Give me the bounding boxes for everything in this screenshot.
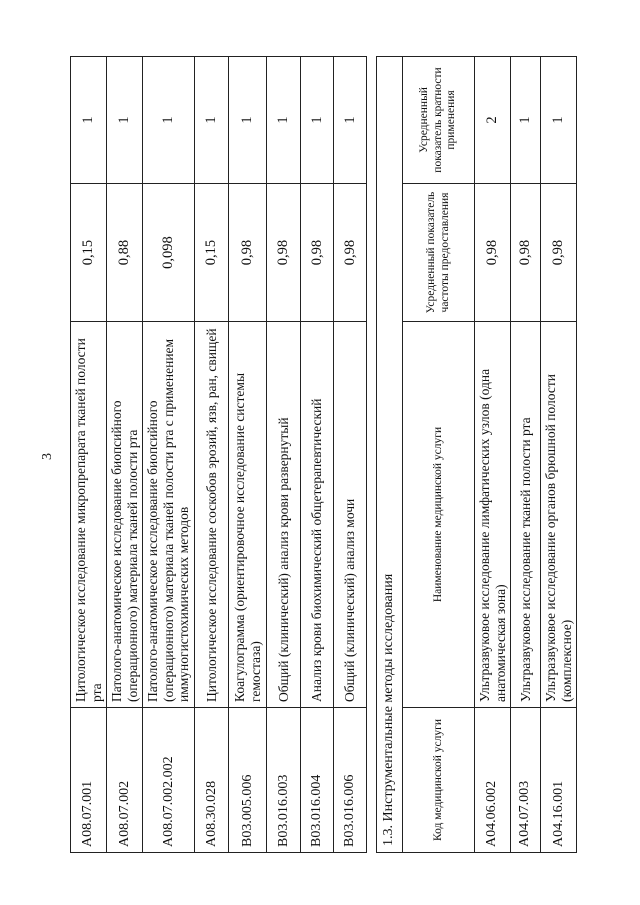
frequency-value: 0,98 [334,184,367,322]
header-frequency: Усредненный показатель частоты предоставления [403,184,475,322]
frequency-value: 0,88 [107,184,143,322]
section-title-row [377,56,403,852]
table-row [107,57,143,853]
service-name: Общий (клинический) анализ мочи [334,322,367,708]
service-name: Патолого-анатомическое исследование биопсийного (операционного) материала тканей полости рта с применением иммуногистохимических методов [143,322,195,708]
table-row [301,57,334,853]
frequency-value: 0,98 [301,184,334,322]
table-row [541,56,577,852]
service-code: B03.016.006 [334,708,367,853]
table-row [143,57,195,853]
header-multiplicity: Усредненный показатель кратности применения [403,56,475,183]
frequency-value: 0,15 [71,184,107,322]
header-name: Наименование медицинской услуги [403,322,475,708]
section-title: 1.3. Инструментальные методы исследования [377,56,403,852]
service-code: A04.07.003 [511,708,541,853]
lab-tests-table [70,56,367,853]
service-name: Общий (клинический) анализ крови развернутый [267,322,301,708]
table-row [267,57,301,853]
multiplicity-value: 1 [107,57,143,184]
multiplicity-value: 1 [301,57,334,184]
service-code: B03.005.006 [229,708,267,853]
multiplicity-value: 1 [229,57,267,184]
multiplicity-value: 1 [71,57,107,184]
table-row [334,57,367,853]
multiplicity-value: 2 [475,56,511,183]
multiplicity-value: 1 [267,57,301,184]
frequency-value: 0,98 [511,184,541,322]
multiplicity-value: 1 [511,56,541,183]
multiplicity-value: 1 [195,57,229,184]
service-code: B03.016.003 [267,708,301,853]
table-row [511,56,541,852]
service-code: A08.07.001 [71,708,107,853]
multiplicity-value: 1 [334,57,367,184]
service-code: A08.30.028 [195,708,229,853]
table-row [195,57,229,853]
service-code: A08.07.002 [107,708,143,853]
frequency-value: 0,15 [195,184,229,322]
service-code: B03.016.004 [301,708,334,853]
header-code: Код медицинской услуги [403,708,475,853]
service-name: Анализ крови биохимический общетерапевтический [301,322,334,708]
page-number: 3 [40,453,55,460]
table-row [475,56,511,852]
service-name: Ультразвуковое исследование лимфатических узлов (одна анатомическая зона) [475,322,511,708]
table-row [229,57,267,853]
frequency-value: 0,98 [475,184,511,322]
service-code: A04.06.002 [475,708,511,853]
frequency-value: 0,098 [143,184,195,322]
header-row [403,56,475,852]
service-name: Цитологическое исследование соскобов эрозий, язв, ран, свищей [195,322,229,708]
service-name: Патолого-анатомическое исследование биопсийного (операционного) материала тканей полости рта [107,322,143,708]
service-name: Цитологическое исследование микропрепарата тканей полости рта [71,322,107,708]
frequency-value: 0,98 [267,184,301,322]
service-code: A04.16.001 [541,708,577,853]
table-row [71,57,107,853]
frequency-value: 0,98 [229,184,267,322]
frequency-value: 0,98 [541,184,577,322]
service-name: Ультразвуковое исследование тканей полости рта [511,322,541,708]
multiplicity-value: 1 [541,56,577,183]
service-name: Ультразвуковое исследование органов брюшной полости (комплексное) [541,322,577,708]
instrumental-methods-table [376,56,577,853]
multiplicity-value: 1 [143,57,195,184]
service-code: A08.07.002.002 [143,708,195,853]
service-name: Коагулограмма (ориентировочное исследование системы гемостаза) [229,322,267,708]
